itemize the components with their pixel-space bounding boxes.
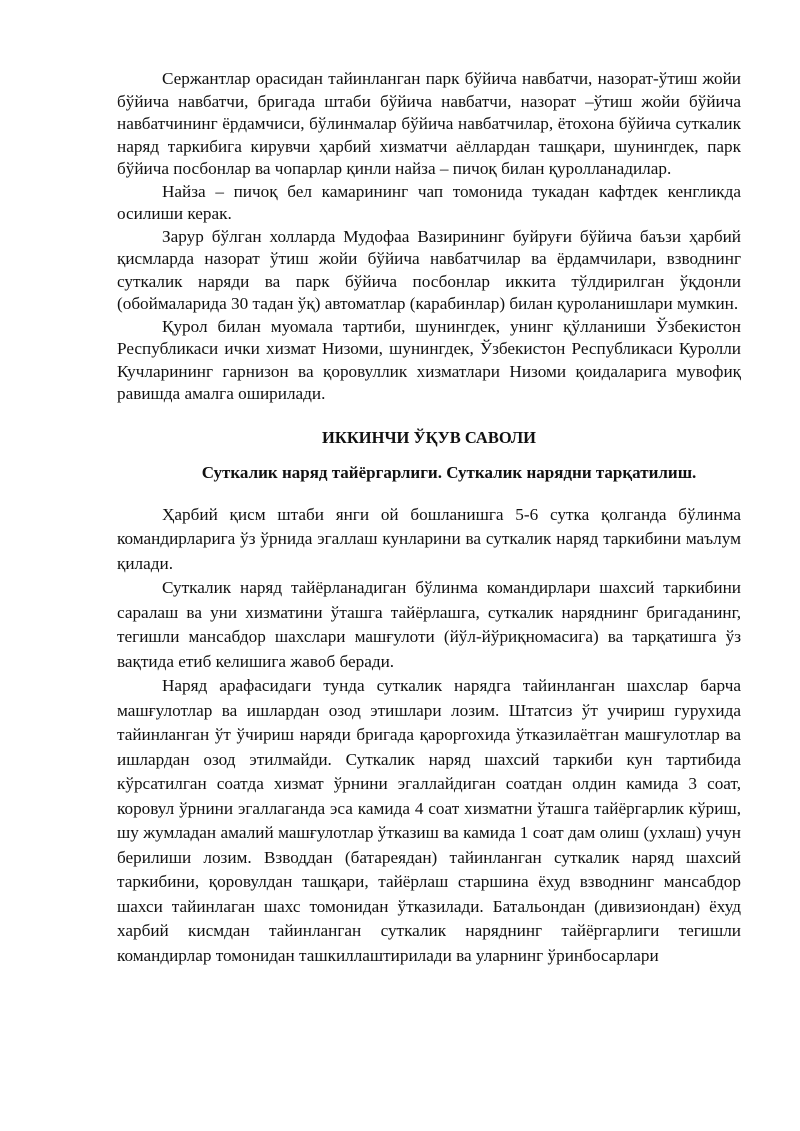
- paragraph: Найза – пичоқ бел камарининг чап томонида тукадан кафтдек кенгликда осилиши керак.: [117, 181, 741, 223]
- section-one: [117, 68, 741, 406]
- section-subheading: Суткалик наряд тайёргарлиги. Суткалик нарядни тарқатилиш.: [201, 462, 697, 482]
- paragraph: Суткалик наряд тайёрланадиган бўлинма командирлари шахсий таркибини саралаш ва уни хизматини ўташга тайёрлашга, суткалик наряднинг бригаданинг, тегишли мансабдор шахслари машғулоти (йўл-йўриқномасига) ва тарқатишга ўз вақтида етиб келишига жавоб беради.: [117, 578, 741, 671]
- paragraph: Зарур бўлган холларда Мудофаа Вазирининг буйруғи бўйича баъзи ҳарбий қисмларда назорат ўтиш жойи бўйича навбатчилар ва ёрдамчилари, взводнинг суткалик наряди ва парк бўйича посбонлар иккита тўлдирилган ўқдонли (обоймаларида 30 тадан ўқ) автоматлар (карабинлар) билан қуроланишлари мумкин.: [117, 226, 741, 313]
- document-page: [117, 68, 741, 968]
- paragraph: Ҳарбий қисм штаби янги ой бошланишга 5-6 сутка қолганда бўлинма командирларига ўз ўрнида эгаллаш кунларини ва суткалик наряд таркибини маълум қилади.: [117, 504, 741, 573]
- section-two: [117, 503, 741, 969]
- paragraph: Сержантлар орасидан тайинланган парк бўйича навбатчи, назорат-ўтиш жойи бўйича навбатчи, бригада штаби бўйича навбатчи, назорат –ўтиш жойи бўйича навбатчининг ёрдамчиси, бўлинмалар бўйича навбатчилар, ётохона бўйича суткалик наряд таркибига кирувчи ҳарбий хизматчи аёллардан ташқари, шунингдек, парк бўйича посбонлар ва чопарлар қинли найза – пичоқ билан қуролланадилар.: [117, 69, 741, 178]
- section-heading: ИККИНЧИ ЎҚУВ САВОЛИ: [322, 427, 536, 447]
- paragraph: Қурол билан муомала тартиби, шунингдек, унинг қўлланиши Ўзбекистон Республикаси ички хизмат Низоми, шунингдек, Ўзбекистон Республикаси Куролли Кучларининг гарнизон ва қоровуллик хизматлари Низоми қоидаларига мувофиқ равишда амалга оширилади.: [117, 316, 741, 403]
- paragraph: Наряд арафасидаги тунда суткалик нарядга тайинланган шахслар барча машғулотлар ва ишлардан озод этишлари лозим. Штатсиз ўт учириш гурухида тайинланган ўт ўчириш наряди бригада қароргохида ўтказилаётган машғулотлар ва ишлардан озод этилмайди. Суткалик наряд шахсий таркиби кун тартибида кўрсатилган соатда хизмат ўрнини эгаллайдиган соатдан олдин камида 3 соат, коровул ўрнини эгаллаганда эса камида 4 соат хизматни ўташга тайёргарлик кўриш, шу жумладан амалий машғулотлар ўтказиш ва камида 1 соат дам олиш (ухлаш) учун берилиши лозим. Взводдан (батареядан) тайинланган суткалик наряд шахсий таркибини, қоровулдан ташқари, тайёрлаш старшина ёхуд взводнинг мансабдор шахси тайинлаган шахс томонидан ўтказилади. Батальондан (дивизиондан) ёхуд харбий кисмдан тайинланган суткалик наряднинг тайёргарлиги тегишли командирлар томонидан ташкиллаштирилади ва уларнинг ўринбосарлари: [117, 676, 741, 965]
